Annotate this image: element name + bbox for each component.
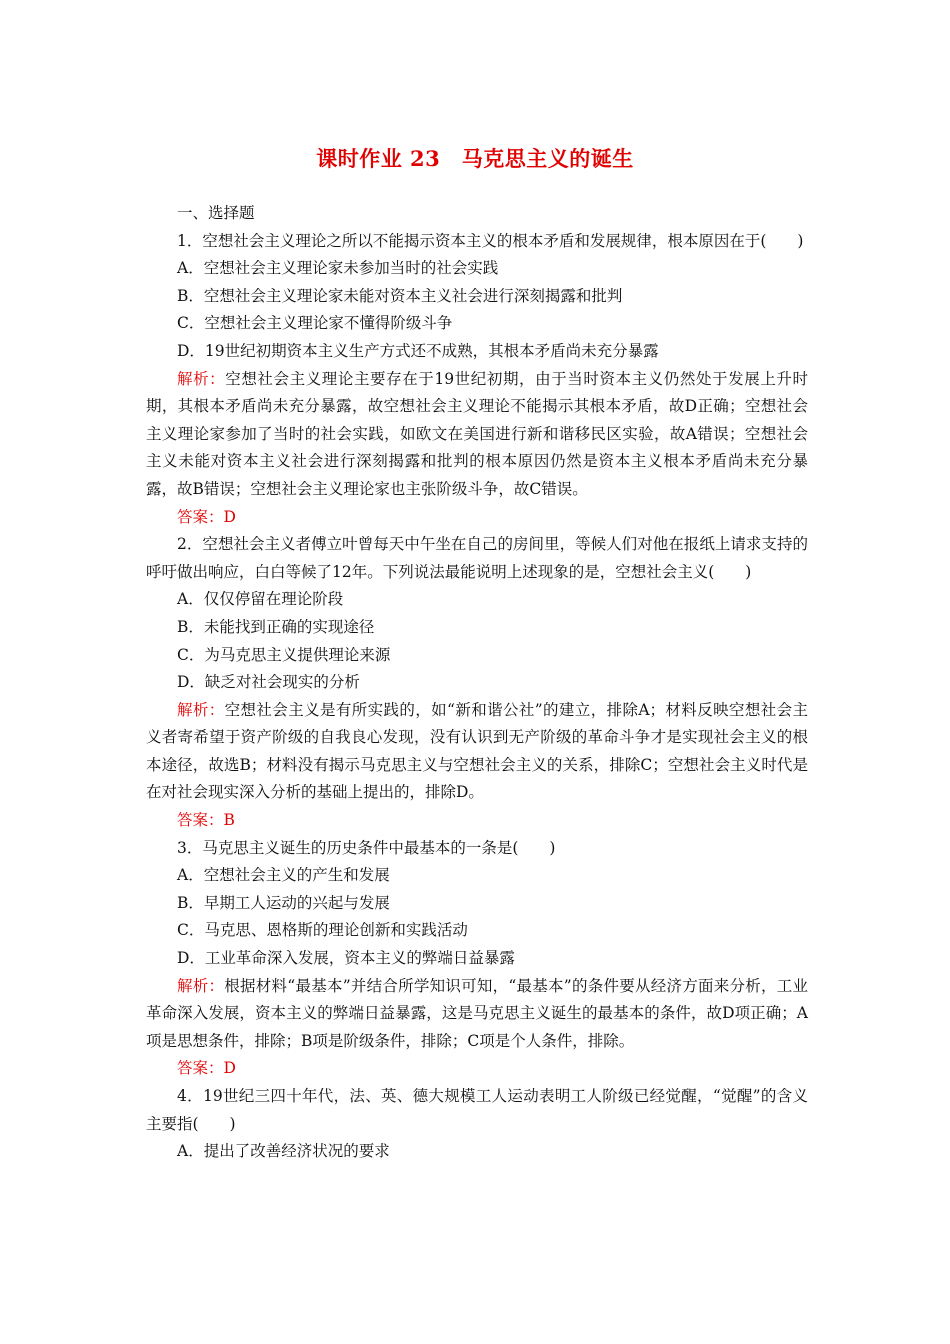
answer-label: 答案： bbox=[177, 1059, 224, 1078]
analysis-text: 空想社会主义是有所实践的，如“新和谐公社”的建立，排除A；材料反映空想社会主义者寄希望于资产阶级的自我良心发现，没有认识到无产阶级的革命斗争才是实现社会主义的根本途径，故选B；材料没有揭示马克思主义与空想社会主义的关系，排除C；空想社会主义时代是在对社会现实深入分析的基础上提出的，排除D。 bbox=[146, 700, 808, 802]
question-option: B．未能找到正确的实现途径 bbox=[177, 617, 375, 636]
question-option: D．缺乏对社会现实的分析 bbox=[177, 673, 360, 692]
analysis-paragraph bbox=[146, 366, 808, 504]
analysis-label: 解析： bbox=[177, 976, 225, 995]
question-stem: 3．马克思主义诞生的历史条件中最基本的一条是( ) bbox=[177, 838, 556, 857]
document-body bbox=[146, 200, 808, 1166]
answer-label: 答案： bbox=[177, 507, 224, 526]
analysis-paragraph bbox=[146, 697, 808, 807]
question-stem: 1．空想社会主义理论之所以不能揭示资本主义的根本矛盾和发展规律，根本原因在于( ) bbox=[177, 231, 804, 250]
question-stem: 2．空想社会主义者傅立叶曾每天中午坐在自己的房间里，等候人们对他在报纸上请求支持的呼吁做出响应，白白等候了12年。下列说法最能说明上述现象的是，空想社会主义( ) bbox=[146, 535, 808, 581]
question-option: C．空想社会主义理论家不懂得阶级斗争 bbox=[177, 314, 453, 333]
answer-line bbox=[146, 807, 808, 835]
analysis-label: 解析： bbox=[177, 369, 226, 388]
analysis-text: 空想社会主义理论主要存在于19世纪初期，由于当时资本主义仍然处于发展上升时期，其根本矛盾尚未充分暴露，故空想社会主义理论不能揭示其根本矛盾，故D正确；空想社会主义理论家参加了当时的社会实践，如欧文在美国进行新和谐移民区实验，故A错误；空想社会主义未能对资本主义社会进行深刻揭露和批判的根本原因仍然是资本主义根本矛盾尚未充分暴露，故B错误；空想社会主义理论家也主张阶级斗争，故C错误。 bbox=[146, 369, 808, 498]
analysis-paragraph bbox=[146, 973, 808, 1056]
analysis-label: 解析： bbox=[177, 700, 225, 719]
analysis-text: 根据材料“最基本”并结合所学知识可知，“最基本”的条件要从经济方面来分析，工业革命深入发展，资本主义的弊端日益暴露，这是马克思主义诞生的最基本的条件，故D项正确；A项是思想条件，排除；B项是阶级条件，排除；C项是个人条件，排除。 bbox=[146, 976, 808, 1050]
section-heading: 一、选择题 bbox=[177, 204, 255, 222]
answer-line bbox=[146, 504, 808, 532]
question-option: B．早期工人运动的兴起与发展 bbox=[177, 893, 390, 912]
question-option: A．提出了改善经济状况的要求 bbox=[177, 1142, 390, 1161]
question-option: C．马克思、恩格斯的理论创新和实践活动 bbox=[177, 921, 468, 940]
question-option: C．为马克思主义提供理论来源 bbox=[177, 645, 391, 664]
question-option: A．空想社会主义理论家未参加当时的社会实践 bbox=[177, 259, 499, 278]
answer-value: D bbox=[223, 507, 236, 526]
page-title: 课时作业 23 马克思主义的诞生 bbox=[316, 146, 634, 171]
answer-value: D bbox=[223, 1059, 236, 1078]
question-option: A．仅仅停留在理论阶段 bbox=[177, 590, 344, 609]
question-stem: 4．19世纪三四十年代，法、英、德大规模工人运动表明工人阶级已经觉醒，“觉醒”的含义主要指( ) bbox=[146, 1087, 808, 1133]
answer-line bbox=[146, 1055, 808, 1083]
answer-value: B bbox=[223, 811, 235, 830]
answer-label: 答案： bbox=[177, 811, 224, 830]
question-option: D．19世纪初期资本主义生产方式还不成熟，其根本矛盾尚未充分暴露 bbox=[177, 341, 659, 360]
question-option: B．空想社会主义理论家未能对资本主义社会进行深刻揭露和批判 bbox=[177, 286, 623, 305]
question-option: D．工业革命深入发展，资本主义的弊端日益暴露 bbox=[177, 949, 515, 968]
question-option: A．空想社会主义的产生和发展 bbox=[177, 866, 390, 885]
